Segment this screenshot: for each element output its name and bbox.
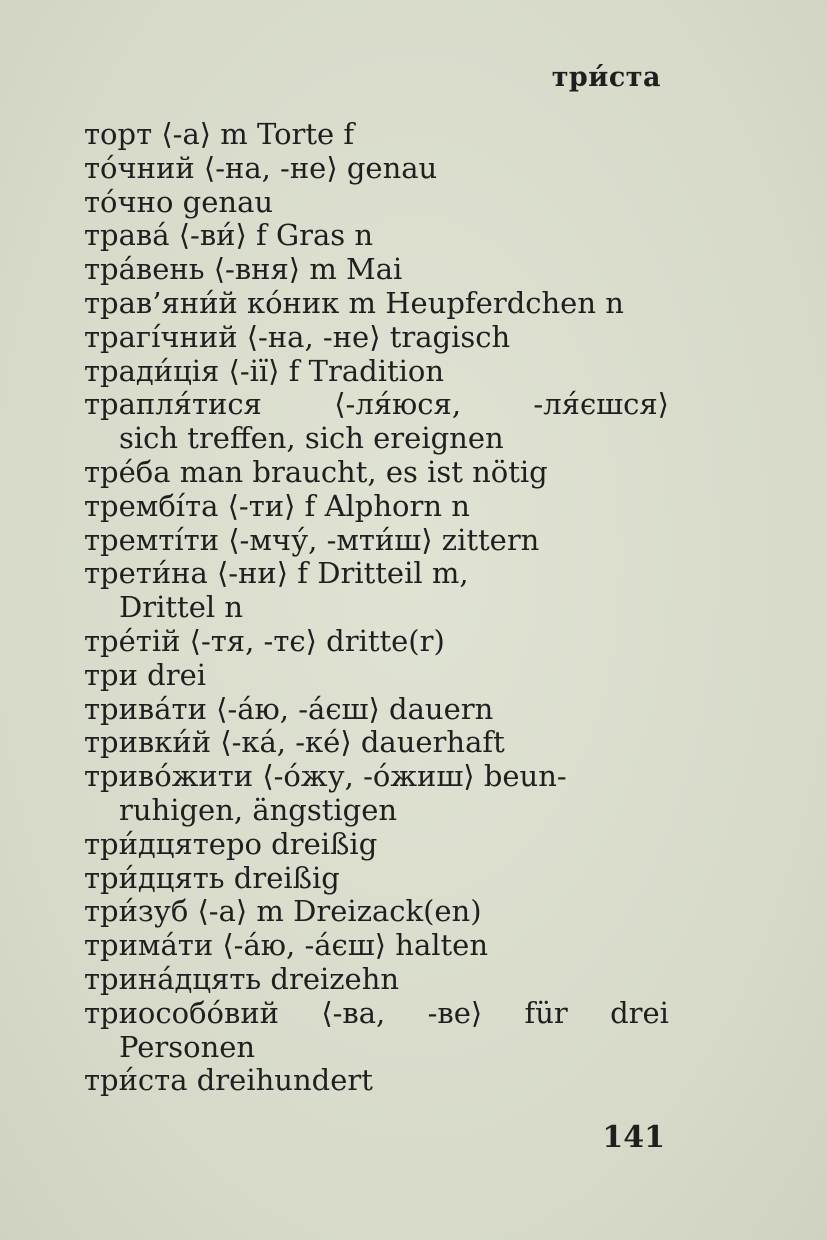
dictionary-entry: тривки́й ⟨-ка́, -ке́⟩ dauerhaft [84, 726, 505, 760]
entry-word: -ля́єшся⟩ [533, 388, 669, 422]
running-head: три́ста [551, 62, 661, 93]
dictionary-entry: тре́тій ⟨-тя, -тє⟩ dritte(r) [84, 624, 445, 658]
entry-word: drei [610, 996, 669, 1030]
dictionary-entry: тра́вень ⟨-вня⟩ m Mai [84, 253, 403, 287]
page-number: 141 [602, 1120, 665, 1155]
dictionary-entry: трима́ти ⟨-а́ю, -а́єш⟩ halten [84, 929, 489, 963]
dictionary-entry [84, 388, 669, 422]
dictionary-entry: трети́на ⟨-ни⟩ f Dritteil m, [84, 557, 469, 591]
dictionary-entry: то́чно genau [84, 185, 274, 219]
dictionary-entry: то́чний ⟨-на, -не⟩ genau [84, 151, 438, 185]
dictionary-entry-continuation: Drittel n [119, 591, 244, 625]
dictionary-entry: три́дцять dreißig [84, 861, 340, 895]
dictionary-entry: три́дцятеро dreißig [84, 827, 378, 861]
dictionary-entry: тре́ба man braucht, es ist nötig [84, 455, 548, 489]
dictionary-entry: торт ⟨-а⟩ m Torte f [84, 118, 355, 151]
entry-word: трапля́тися [84, 388, 262, 422]
dictionary-entry-continuation: ruhigen, ängstigen [119, 793, 398, 827]
entry-word: триособо́вий [84, 996, 279, 1030]
dictionary-entry: три́ста dreihundert [84, 1064, 373, 1098]
dictionary-entry: трагі́чний ⟨-на, -не⟩ tragisch [84, 320, 511, 354]
dictionary-entry: тремті́ти ⟨-мчу́, -мти́ш⟩ zittern [84, 523, 540, 557]
dictionary-entry: три drei [84, 658, 207, 692]
entry-word: -ве⟩ [427, 996, 483, 1030]
dictionary-entry: три́зуб ⟨-а⟩ m Dreizack(en) [84, 895, 482, 929]
dictionary-entries [84, 118, 669, 1098]
dictionary-entry: тради́ція ⟨-ії⟩ f Tradition [84, 354, 445, 388]
dictionary-entry: трав’яни́й ко́ник m Heupferdchen n [84, 286, 624, 320]
dictionary-entry-continuation: Personen [119, 1030, 256, 1064]
dictionary-entry: триво́жити ⟨-о́жу, -о́жиш⟩ beun- [84, 760, 567, 794]
dictionary-entry: трива́ти ⟨-а́ю, -а́єш⟩ dauern [84, 692, 494, 726]
dictionary-entry-continuation: sich treffen, sich ereignen [119, 422, 504, 456]
dictionary-entry [84, 997, 669, 1031]
dictionary-entry: трембі́та ⟨-ти⟩ f Alphorn n [84, 489, 470, 523]
dictionary-entry: трина́дцять dreizehn [84, 962, 400, 996]
dictionary-entry: трава́ ⟨-ви́⟩ f Gras n [84, 219, 374, 253]
entry-word: für [524, 996, 568, 1030]
entry-word: ⟨-ля́юся, [334, 388, 462, 422]
entry-word: ⟨-ва, [321, 996, 386, 1030]
